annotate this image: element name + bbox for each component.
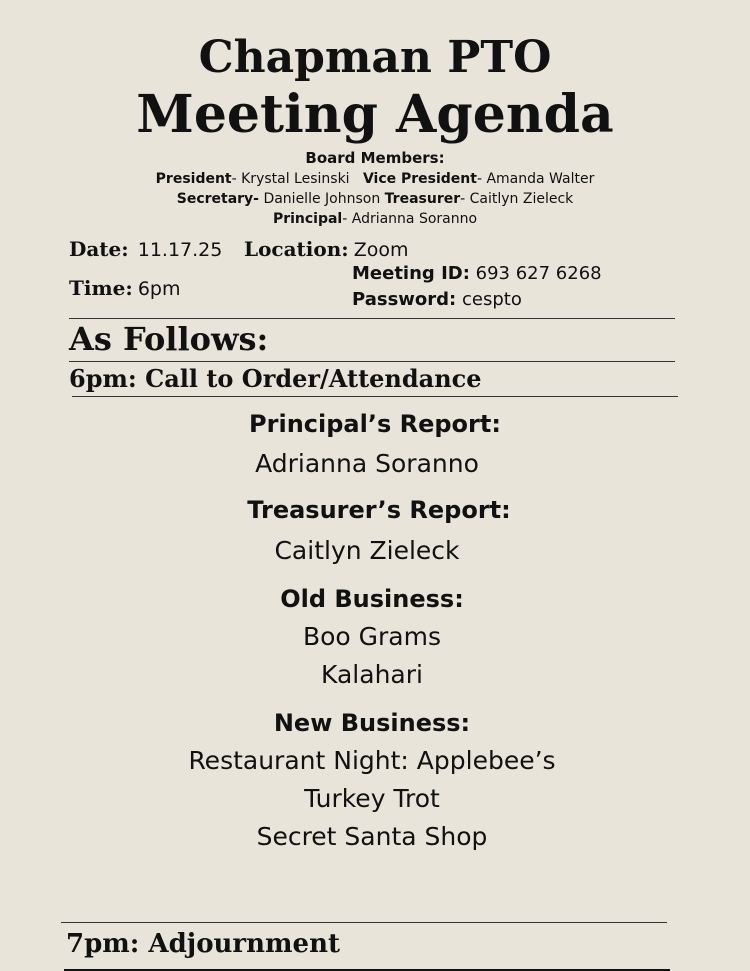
vice-president-name: - Amanda Walter (476, 171, 595, 187)
time-label: Time: (69, 276, 133, 300)
president-name: - Krystal Lesinski (231, 171, 350, 187)
location-label: Location: (244, 237, 349, 261)
password-row (352, 289, 522, 310)
treasurer-name: - Caitlyn Zieleck (460, 191, 574, 207)
password-value: cespto (461, 289, 522, 310)
meeting-id-row (352, 263, 602, 284)
treasurers-report-heading: Treasurer’s Report: (247, 496, 511, 524)
date-row (69, 237, 222, 261)
page-title: Meeting Agenda (136, 84, 614, 145)
new-business-heading: New Business: (273, 709, 471, 737)
date-value: 11.17.25 (137, 239, 223, 261)
divider (72, 396, 678, 397)
new-business-entry: Restaurant Night: Applebee’s (188, 746, 556, 775)
old-business-entry: Kalahari (321, 660, 423, 689)
principals-report-heading: Principal’s Report: (249, 410, 501, 438)
principals-report-entry: Adrianna Soranno (255, 449, 479, 478)
vice-president-role: Vice President (362, 171, 477, 187)
secretary-name: Danielle Johnson (259, 191, 381, 207)
board-line-3 (0, 211, 750, 227)
time-value: 6pm (137, 278, 181, 300)
divider (69, 318, 675, 319)
meeting-id-value: 693 627 6268 (475, 263, 602, 284)
org-title: Chapman PTO (198, 32, 552, 83)
old-business-entry: Boo Grams (302, 622, 442, 651)
new-business-entry: Turkey Trot (304, 784, 440, 813)
location-row (244, 237, 409, 261)
divider (61, 922, 667, 923)
location-value: Zoom (353, 239, 409, 261)
date-label: Date: (69, 237, 129, 261)
new-business-entry: Secret Santa Shop (256, 822, 488, 851)
president-role: President (155, 171, 232, 187)
meeting-id-label: Meeting ID: (352, 263, 470, 284)
password-label: Password: (352, 289, 457, 310)
principal-name: - Adrianna Soranno (342, 211, 478, 227)
treasurer-role: Treasurer (384, 191, 461, 207)
secretary-role: Secretary- (176, 191, 259, 207)
treasurers-report-entry: Caitlyn Zieleck (274, 536, 460, 565)
call-to-order: 6pm: Call to Order/Attendance (69, 364, 482, 393)
adjournment: 7pm: Adjournment (66, 929, 341, 959)
board-members-heading: Board Members: (305, 149, 445, 167)
board-line-1 (0, 171, 750, 187)
section-title: As Follows: (69, 320, 269, 358)
board-line-2 (0, 191, 750, 207)
old-business-heading: Old Business: (280, 585, 464, 613)
divider (69, 361, 675, 362)
time-row (69, 276, 181, 300)
principal-role: Principal (272, 211, 343, 227)
